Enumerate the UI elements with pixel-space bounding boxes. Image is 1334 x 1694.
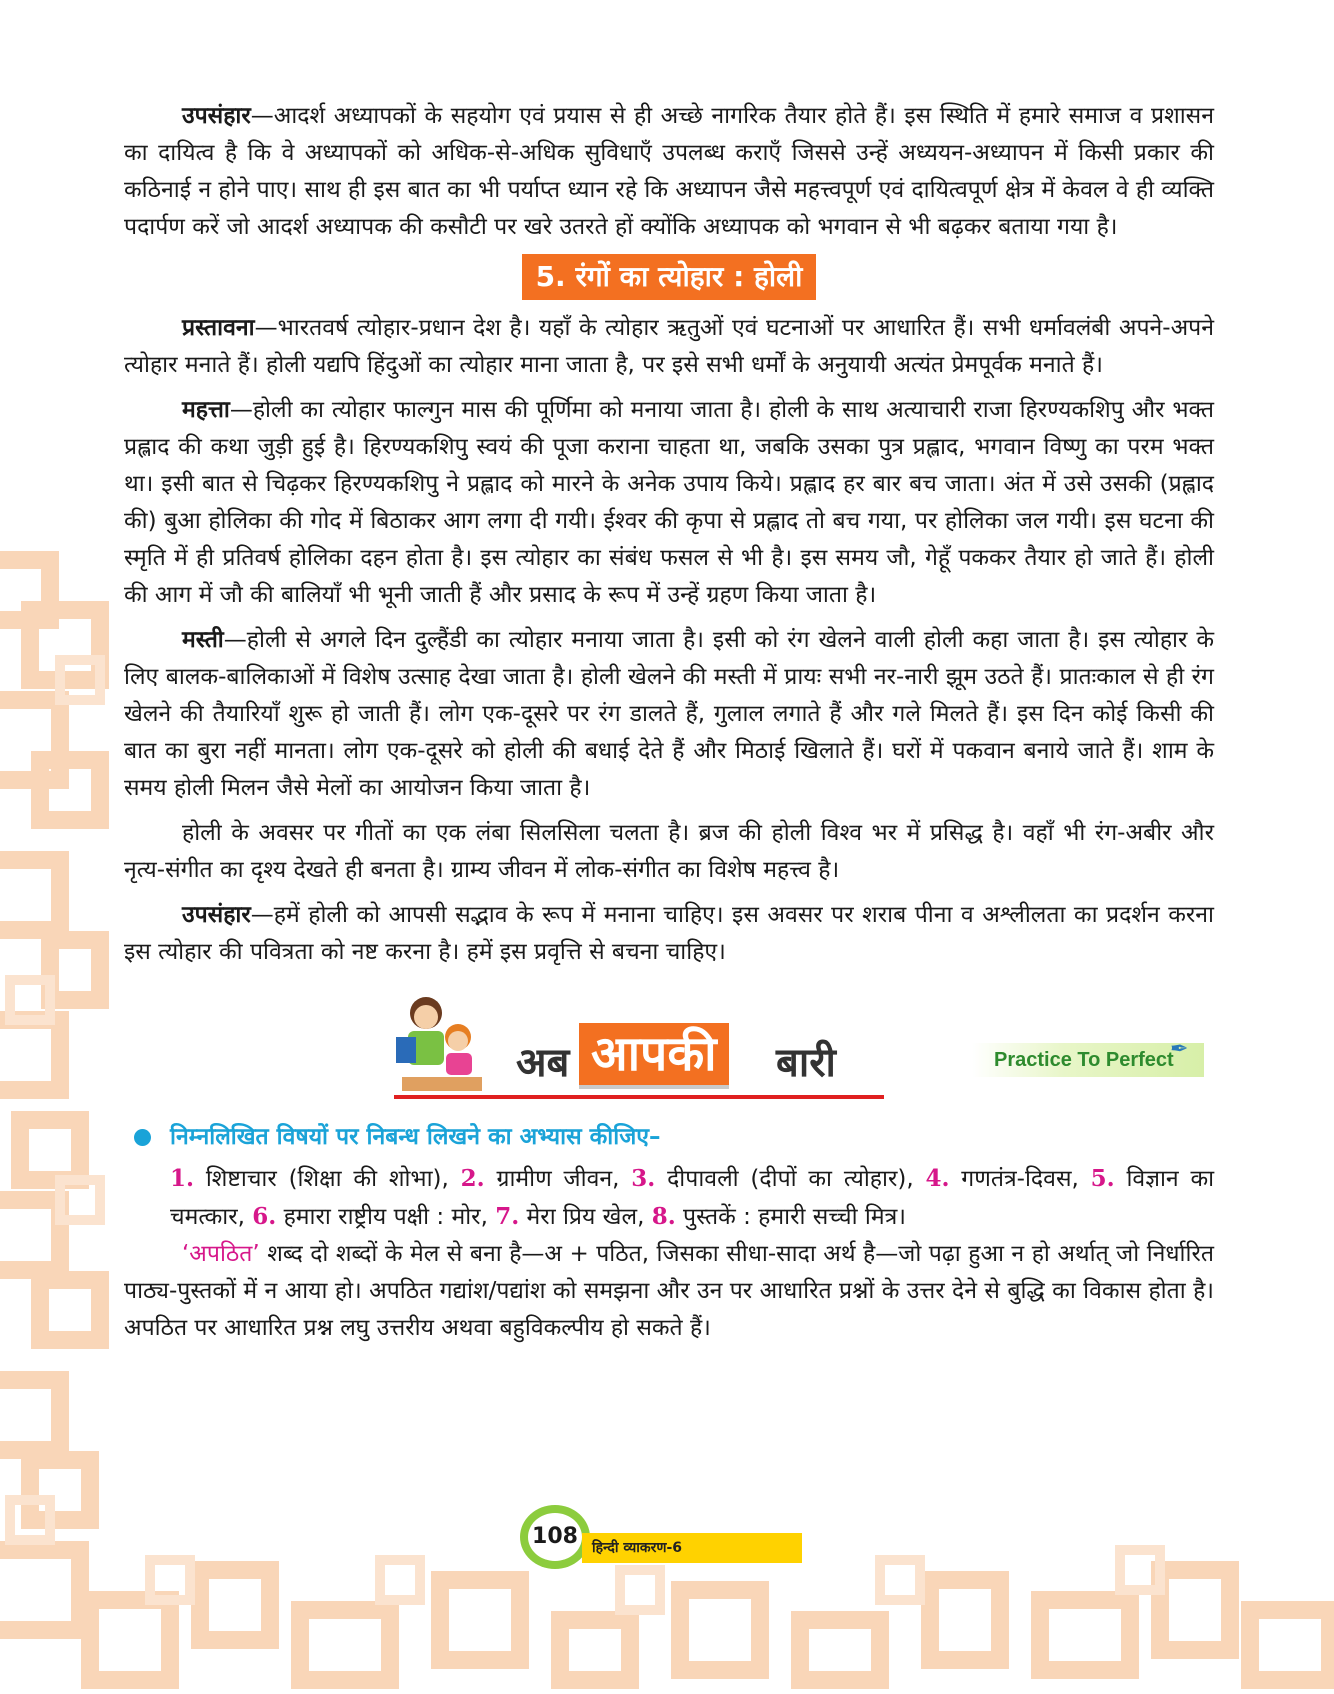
apathit-term: ‘अपठित’ [182, 1241, 260, 1267]
page-number: 108 [528, 1513, 582, 1561]
your-turn-banner [124, 991, 1214, 1101]
topic-text: ग्रामीण जीवन, [496, 1166, 620, 1192]
topic-number: 3. [631, 1165, 656, 1192]
importance-paragraph [124, 392, 1214, 614]
page-content [124, 98, 1214, 1355]
paragraph-text: —हमें होली को आपसी सद्भाव के रूप में मनाना चाहिए। इस अवसर पर शराब पीना व अश्लीलता का प्रदर्शन करना इस त्योहार की पवित्रता को नष्ट करना है। हमें इस प्रवृत्ति से बचना चाहिए। [124, 902, 1214, 965]
paragraph-lead: उपसंहार [182, 902, 251, 928]
paragraph-text: शब्द दो शब्दों के मेल से बना है—अ + पठित, जिसका सीधा-सादा अर्थ है—जो पढ़ा हुआ न हो अर्थात् जो निर्धारित पाठ्य-पुस्तकों में न आया हो। अपठित गद्यांश/पद्यांश को समझना और उन पर आधारित प्रश्नों के उत्तर देने से बुद्धि का विकास होता है। अपठित पर आधारित प्रश्न लघु उत्तरीय अथवा बहुविकल्पीय हो सकते हैं। [124, 1241, 1214, 1341]
children-illustration [392, 991, 484, 1101]
topic-item [170, 1166, 449, 1192]
apathit-paragraph [124, 1236, 1214, 1347]
topic-item [461, 1166, 620, 1192]
essay-topics-list [124, 1160, 1214, 1236]
bullet-icon [134, 1129, 151, 1146]
topic-text: गणतंत्र-दिवस, [961, 1166, 1079, 1192]
paragraph-text: —होली का त्योहार फाल्गुन मास की पूर्णिमा को मनाया जाता है। होली के साथ अत्याचारी राजा हिरण्यकशिपु और भक्त प्रह्लाद की कथा जुड़ी हुई है। हिरण्यकशिपु स्वयं की पूजा कराना चाहता था, जबकि उसका पुत्र प्रह्लाद, भगवान विष्णु का परम भक्त था। इसी बात से चिढ़कर हिरण्यकशिपु ने प्रह्लाद को मारने के अनेक उपाय किये। प्रह्लाद हर बार बच जाता। अंत में उसे उसकी (प्रह्लाद की) बुआ होलिका की गोद में बिठाकर आग लगा दी गयी। ईश्वर की कृपा से प्रह्लाद तो बच गया, पर होलिका जल गयी। इस घटना की स्मृति में ही प्रतिवर्ष होलिका दहन होता है। इस त्योहार का संबंध फसल से भी है। इस समय जौ, गेहूँ पककर तैयार हो जाते हैं। होली की आग में जौ की बालियाँ भी भूनी जाती हैं और प्रसाद के रूप में उन्हें ग्रहण किया जाता है। [124, 397, 1214, 608]
pen-icon: ✒ [1170, 1037, 1189, 1062]
topic-number: 1. [170, 1165, 195, 1192]
paragraph-lead: प्रस्तावना [182, 315, 255, 341]
conclusion-paragraph-teachers [124, 98, 1214, 246]
paragraph-text: —भारतवर्ष त्योहार-प्रधान देश है। यहाँ के त्योहार ऋतुओं एवं घटनाओं पर आधारित हैं। सभी धर्मावलंबी अपने-अपने त्योहार मनाते हैं। होली यद्यपि हिंदुओं का त्योहार माना जाता है, पर इसे सभी धर्मों के अनुयायी अत्यंत प्रेमपूर्वक मनाते हैं। [124, 315, 1214, 378]
paragraph-lead: मस्ती [182, 627, 224, 653]
topic-text: मेरा प्रिय खेल, [526, 1204, 645, 1230]
practice-to-perfect-tag: Practice To Perfect [972, 1043, 1204, 1077]
topic-number: 2. [460, 1165, 485, 1192]
topic-text: शिष्टाचार (शिक्षा की शोभा), [205, 1166, 449, 1192]
banner-word-bari: बारी [776, 1040, 836, 1086]
topic-text: हमारा राष्ट्रीय पक्षी : मोर, [283, 1204, 488, 1230]
fun-paragraph [124, 622, 1214, 807]
page-footer [520, 1505, 820, 1575]
exercise-instruction [124, 1119, 1214, 1156]
paragraph-lead: महत्ता [182, 397, 230, 423]
topic-item [495, 1204, 644, 1230]
topic-text: पुस्तकें : हमारी सच्ची मित्र। [683, 1204, 906, 1230]
conclusion-paragraph-holi [124, 897, 1214, 971]
banner-word-apki: आपकी [579, 1023, 729, 1089]
intro-paragraph [124, 310, 1214, 384]
topic-item [925, 1166, 1078, 1192]
topic-number: 8. [651, 1203, 676, 1230]
paragraph-lead: उपसंहार [182, 103, 251, 129]
page-number-badge [520, 1505, 590, 1569]
topic-text: विज्ञान का चमत्कार, [170, 1166, 1215, 1230]
book-title: हिन्दी व्याकरण-6 [582, 1533, 802, 1563]
paragraph-text: —होली से अगले दिन दुल्हैंडी का त्योहार मनाया जाता है। इसी को रंग खेलने वाली होली कहा जाता है। इस त्योहार के लिए बालक-बालिकाओं में विशेष उत्साह देखा जाता है। होली खेलने की मस्ती में प्रायः सभी नर-नारी झूम उठते हैं। प्रातःकाल से ही रंग खेलने की तैयारियाँ शुरू हो जाती हैं। लोग एक-दूसरे पर रंग डालते हैं, गुलाल लगाते हैं और गले मिलते हैं। इस दिन कोई किसी की बात का बुरा नहीं मानता। लोग एक-दूसरे को होली की बधाई देते हैं और मिठाई खिलाते हैं। घरों में पकवान बनाये जाते हैं। शाम के समय होली मिलन जैसे मेलों का आयोजन किया जाता है। [124, 627, 1214, 801]
instruction-text: निम्नलिखित विषयों पर निबन्ध लिखने का अभ्यास कीजिए– [170, 1124, 661, 1150]
topic-number: 5. [1090, 1165, 1115, 1192]
topic-number: 4. [925, 1165, 950, 1192]
banner-word-ab: अब [516, 1040, 570, 1086]
topic-number: 7. [495, 1203, 520, 1230]
songs-paragraph: होली के अवसर पर गीतों का एक लंबा सिलसिला चलता है। ब्रज की होली विश्व भर में प्रसिद्ध है। वहाँ भी रंग-अबीर और नृत्य-संगीत का दृश्य देखते ही बनता है। ग्राम्य जीवन में लोक-संगीत का विशेष महत्त्व है। [124, 820, 1214, 883]
essay-heading-wrap [124, 254, 1214, 300]
topic-number: 6. [252, 1203, 277, 1230]
topic-item [252, 1204, 488, 1230]
essay-heading: 5. रंगों का त्योहार : होली [522, 254, 817, 300]
banner-underline [394, 1095, 884, 1099]
topic-item [652, 1204, 906, 1230]
paragraph-text: —आदर्श अध्यापकों के सहयोग एवं प्रयास से ही अच्छे नागरिक तैयार होते हैं। इस स्थिति में हमारे समाज व प्रशासन का दायित्व है कि वे अध्यापकों को अधिक-से-अधिक सुविधाएँ उपलब्ध कराएँ जिससे उन्हें अध्ययन-अध्यापन में किसी प्रकार की कठिनाई न होने पाए। साथ ही इस बात का भी पर्याप्त ध्यान रहे कि अध्यापन जैसे महत्त्वपूर्ण एवं दायित्वपूर्ण क्षेत्र में केवल वे ही व्यक्ति पदार्पण करें जो आदर्श अध्यापक की कसौटी पर खरे उतरते हों क्योंकि अध्यापक को भगवान से भी बढ़कर बताया गया है। [124, 103, 1214, 240]
topic-item [631, 1166, 913, 1192]
topic-text: दीपावली (दीपों का त्योहार), [667, 1166, 914, 1192]
